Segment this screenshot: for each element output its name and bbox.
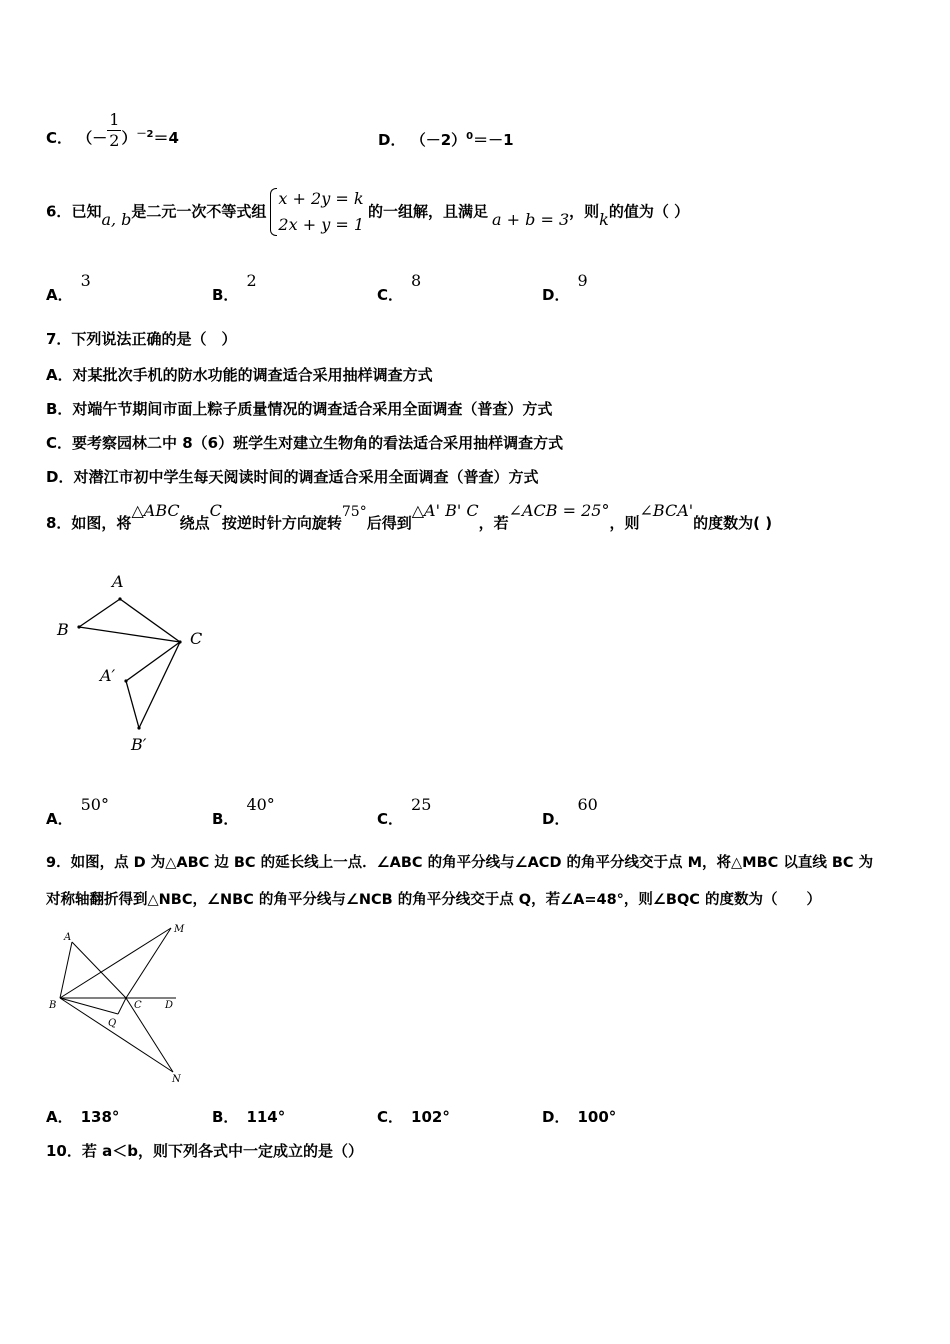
segment-cb1 xyxy=(139,642,180,728)
q8-option-c[interactable]: C．25 xyxy=(377,795,432,828)
q7-option-a[interactable]: A．对某批次手机的防水功能的调查适合采用抽样调查方式 xyxy=(46,366,433,384)
segment-ab xyxy=(79,599,120,627)
segment-bn xyxy=(60,998,173,1072)
q7-stem: 7．下列说法正确的是（ ） xyxy=(46,330,237,348)
label-b: B xyxy=(49,1000,57,1011)
q8-option-d[interactable]: D．60 xyxy=(542,795,598,828)
label-m: M xyxy=(174,924,185,935)
segment-cq xyxy=(118,998,126,1014)
q9-stem-line-1: 9．如图，点 D 为△ABC 边 BC 的延长线上一点．∠ABC 的角平分线与∠ACD 的角平分线交于点 M，将△MBC 以直线 BC 为 xyxy=(46,855,874,871)
label-c: C xyxy=(134,1000,142,1011)
q5-option-c[interactable]: C． （－ $\frac{1}{2}$ ）$^{-2}$＝4 xyxy=(46,110,179,150)
q9-reflection-figure xyxy=(46,920,206,1090)
q6-option-b[interactable]: B．2 xyxy=(212,271,257,304)
segment-cm xyxy=(126,928,171,998)
label-c: C xyxy=(190,629,203,648)
label-a: A xyxy=(64,932,72,943)
q9-stem-line-2: 对称轴翻折得到△NBC，∠NBC 的角平分线与∠NCB 的角平分线交于点 Q，若∠A=48°，则∠BQC 的度数为（ ） xyxy=(46,892,821,908)
label-b-prime: B′ xyxy=(131,735,147,754)
q6-stem: 6．已知a, b是二元一次不等式组 x + 2y = k 2x + y = 1 的一组解，且满足 a + b = 3，则k的值为（ ） xyxy=(46,186,689,238)
q7-option-c[interactable]: C．要考察园林二中 8（6）班学生对建立生物角的看法适合采用抽样调查方式 xyxy=(46,434,564,452)
segment-a1b1 xyxy=(126,681,139,728)
q10-stem: 10．若 a＜b，则下列各式中一定成立的是（） xyxy=(46,1142,363,1160)
label-q: Q xyxy=(108,1018,117,1029)
label-d: D xyxy=(165,1000,174,1011)
segment-ac xyxy=(120,599,180,642)
q6-option-c[interactable]: C．8 xyxy=(377,271,422,304)
q7-option-d[interactable]: D．对潜江市初中学生每天阅读时间的调查适合采用全面调查（普查）方式 xyxy=(46,468,539,486)
q8-option-b[interactable]: B．40° xyxy=(212,795,275,828)
q8-option-a[interactable]: A．50° xyxy=(46,795,109,828)
segment-bc xyxy=(79,627,180,642)
q6-option-d[interactable]: D．9 xyxy=(542,271,588,304)
segment-ac xyxy=(72,942,126,998)
segment-ab xyxy=(60,942,72,998)
q6-option-a[interactable]: A．3 xyxy=(46,271,91,304)
segment-ca1 xyxy=(126,642,180,681)
label-a: A xyxy=(112,572,124,591)
segment-bq xyxy=(60,998,118,1014)
q9-option-a[interactable]: A． 138° xyxy=(46,1108,120,1126)
q9-option-d[interactable]: D． 100° xyxy=(542,1108,617,1126)
q9-option-c[interactable]: C． 102° xyxy=(377,1108,450,1126)
q7-option-b[interactable]: B．对端午节期间市面上粽子质量情况的调查适合采用全面调查（普查）方式 xyxy=(46,400,553,418)
q5-option-d[interactable]: D． $(-2)^0=-1$ xyxy=(378,131,514,149)
label-b: B xyxy=(57,620,69,639)
q8-rotation-figure xyxy=(50,568,220,758)
q8-stem: 8．如图，将△ABC绕点C按逆时针方向旋转75°后得到△A' B' C，若∠ACB = 25°，则∠BCA'的度数为( ) xyxy=(46,501,773,532)
q9-option-b[interactable]: B． 114° xyxy=(212,1108,286,1126)
label-n: N xyxy=(172,1074,181,1085)
label-a-prime: A′ xyxy=(100,666,116,685)
fraction: $\frac{1}{2}$ xyxy=(109,110,120,150)
equation-system: x + 2y = k 2x + y = 1 xyxy=(270,186,364,238)
